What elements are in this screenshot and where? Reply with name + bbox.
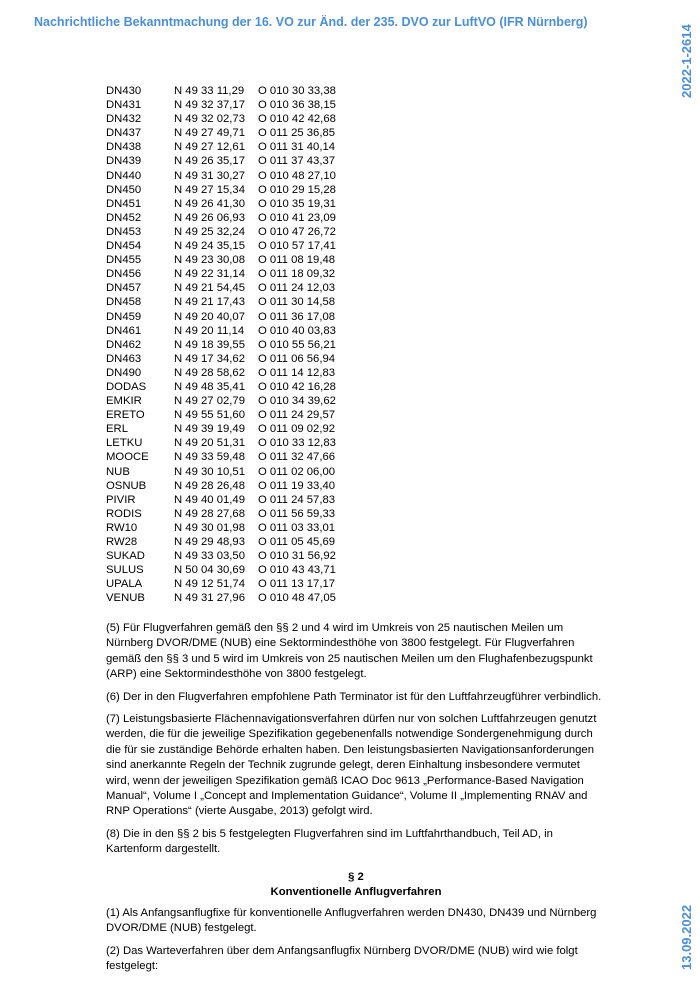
waypoint-name: RODIS [106,507,142,520]
section2-paragraph-1: (1) Als Anfangsanflugfixe für konventionelle Anflugverfahren werden DN430, DN439 und Nürnberg DVOR/DME (NUB) festgelegt. [106,906,597,935]
waypoint-name: OSNUB [106,479,147,492]
paragraph-8: (8) Die in den §§ 2 bis 5 festgelegten Flugverfahren sind im Luftfahrthandbuch, Teil AD, in Kartenform dargestellt. [106,827,553,856]
waypoint-name: EMKIR [106,395,142,408]
waypoint-latitude: N 49 29 48,93 [174,536,245,548]
waypoint-name: SULUS [106,564,144,577]
waypoint-longitude: O 010 31 56,92 [258,550,336,563]
waypoint-longitude: O 011 14 12,83 [258,366,336,379]
waypoint-longitude: O 010 47 26,72 [258,225,336,238]
waypoint-longitude: O 011 08 19,48 [258,254,336,267]
section-title: Konventionelle Anflugverfahren [270,885,442,898]
waypoint-latitude: N 49 20 51,31 [174,437,245,450]
waypoint-name: SUKAD [106,550,145,563]
waypoint-row [106,154,336,168]
waypoint-row [106,408,336,422]
waypoint-longitude: O 011 19 33,40 [258,479,336,492]
waypoint-row [106,324,336,338]
waypoint-name: DN457 [106,282,142,295]
waypoint-row [106,380,336,394]
waypoint-latitude: N 49 28 27,68 [174,507,245,520]
waypoint-name: DN456 [106,268,142,281]
waypoint-longitude: O 011 02 06,00 [258,465,336,478]
paragraph-6: (6) Der in den Flugverfahren empfohlene Path Terminator ist für den Luftfahrzeugführer verbindlich. [106,690,602,703]
waypoint-row [106,422,336,436]
waypoint-name: LETKU [106,437,143,450]
waypoint-longitude: O 010 57 17,41 [258,240,336,253]
waypoint-name: ERETO [106,409,145,422]
waypoint-row [106,211,336,225]
waypoint-row [106,338,336,352]
waypoint-latitude: N 49 27 02,79 [174,395,245,408]
waypoint-row [106,281,336,295]
waypoint-longitude: O 010 36 38,15 [258,99,336,112]
document-date-sidebar [678,890,694,980]
waypoint-name: DN430 [106,85,142,97]
waypoint-latitude: N 49 32 37,17 [174,99,245,112]
waypoint-longitude: O 010 33 12,83 [258,437,336,450]
waypoint-name: DN452 [106,211,142,224]
waypoint-latitude: N 49 20 40,07 [174,310,245,323]
waypoint-name: PIVIR [106,493,136,506]
waypoint-row [106,267,336,281]
waypoint-latitude: N 49 28 26,48 [174,479,245,492]
waypoint-longitude: O 010 48 27,10 [258,169,336,182]
waypoint-latitude: N 49 20 11,14 [174,324,245,337]
waypoint-row [106,183,336,197]
waypoint-longitude: O 010 30 33,38 [258,85,336,97]
waypoint-longitude: O 011 30 14,58 [258,296,336,309]
waypoint-latitude: N 49 33 59,48 [174,451,245,464]
document-date: 13.09.2022 [679,904,694,970]
paragraph-5: (5) Für Flugverfahren gemäß den §§ 2 und 4 wird im Umkreis von 25 nautischen Meilen um Nürnberg DVOR/DME (NUB) eine Sektormindesthöhe von 3800 festgelegt. Für Flugverfahren gemäß den §§ 3 und 5 wird im Umkreis von 25 nautischen Meilen um den Flughafenbezugspunkt (ARP) eine Sektormindesthöhe von 3800 festgelegt. [106,622,593,681]
waypoint-latitude: N 49 25 32,24 [174,225,245,238]
waypoint-longitude: O 011 13 17,17 [258,578,336,591]
waypoint-row [106,493,336,507]
waypoint-row [106,521,336,535]
waypoint-latitude: N 49 40 01,49 [174,493,245,506]
waypoint-latitude: N 49 28 58,62 [174,366,245,379]
waypoint-row [106,112,336,126]
waypoint-latitude: N 49 18 39,55 [174,338,245,351]
waypoint-longitude: O 011 24 12,03 [258,282,336,295]
waypoint-row [106,465,336,479]
waypoint-name: DN437 [106,127,142,140]
waypoint-name: NUB [106,465,130,478]
waypoint-row [106,225,336,239]
waypoint-latitude: N 49 27 15,34 [174,183,245,196]
section2-paragraph-2: (2) Das Warteverfahren über dem Anfangsanflugfix Nürnberg DVOR/DME (NUB) wird wie folgt festgelegt: [106,944,578,972]
waypoint-latitude: N 49 26 41,30 [174,197,245,210]
waypoint-longitude: O 011 36 17,08 [258,310,336,323]
waypoint-latitude: N 49 33 11,29 [174,85,245,97]
waypoint-table-body [106,84,336,605]
waypoint-latitude: N 49 48 35,41 [174,380,245,393]
waypoint-row [106,169,336,183]
waypoint-name: VENUB [106,592,145,605]
waypoint-row [106,479,336,493]
waypoint-name: RW28 [106,536,138,548]
waypoint-row [106,197,336,211]
waypoint-latitude: N 49 31 27,96 [174,592,245,605]
waypoint-latitude: N 49 32 02,73 [174,113,245,126]
waypoint-name: DN440 [106,169,142,182]
waypoint-longitude: O 010 29 15,28 [258,183,336,196]
waypoint-row [106,84,336,98]
waypoint-latitude: N 49 24 35,15 [174,240,245,253]
waypoint-latitude: N 49 27 12,61 [174,141,245,154]
paragraphs-block [106,621,606,981]
waypoint-row [106,549,336,563]
waypoint-latitude: N 49 27 49,71 [174,127,245,140]
waypoint-row [106,98,336,112]
waypoint-name: DN453 [106,225,142,238]
waypoint-row [106,126,336,140]
waypoint-name: ERL [106,423,128,436]
waypoint-longitude: O 011 31 40,14 [258,141,336,154]
waypoint-row [106,577,336,591]
waypoint-row [106,563,336,577]
waypoint-name: DN458 [106,296,142,309]
waypoint-longitude: O 011 37 43,37 [258,155,336,168]
waypoint-longitude: O 011 05 45,69 [258,536,336,548]
waypoint-latitude: N 49 23 30,08 [174,254,245,267]
waypoint-latitude: N 49 39 19,49 [174,423,245,436]
waypoint-latitude: N 49 21 54,45 [174,282,245,295]
waypoint-name: DODAS [106,380,147,393]
waypoint-longitude: O 011 09 02,92 [258,423,336,436]
waypoint-latitude: N 49 22 31,14 [174,268,245,281]
waypoint-row [106,591,336,605]
waypoint-longitude: O 010 34 39,62 [258,395,336,408]
waypoint-name: DN451 [106,197,142,210]
waypoint-coordinates-table [106,84,336,605]
waypoint-latitude: N 49 30 01,98 [174,521,245,534]
waypoint-row [106,450,336,464]
waypoint-longitude: O 011 24 57,83 [258,493,336,506]
waypoint-longitude: O 010 42 16,28 [258,380,336,393]
waypoint-row [106,366,336,380]
waypoint-longitude: O 011 32 47,66 [258,451,336,464]
waypoint-name: DN490 [106,366,142,379]
waypoint-row [106,352,336,366]
waypoint-latitude: N 49 12 51,74 [174,578,245,591]
section-number: § 2 [348,870,364,883]
waypoint-row [106,140,336,154]
waypoint-row [106,394,336,408]
waypoint-name: UPALA [106,578,143,591]
waypoint-name: RW10 [106,521,138,534]
waypoint-name: DN461 [106,324,142,337]
waypoint-name: MOOCE [106,451,149,464]
waypoint-latitude: N 49 55 51,60 [174,409,245,422]
waypoint-row [106,535,336,549]
waypoint-name: DN459 [106,310,142,323]
waypoint-longitude: O 011 18 09,32 [258,268,336,281]
waypoint-latitude: N 49 33 03,50 [174,550,245,563]
waypoint-name: DN450 [106,183,142,196]
waypoint-name: DN462 [106,338,142,351]
waypoint-row [106,253,336,267]
waypoint-longitude: O 011 03 33,01 [258,521,336,534]
waypoint-name: DN455 [106,254,142,267]
waypoint-name: DN439 [106,155,142,168]
document-number: 2022-1-2614 [679,24,694,98]
waypoint-longitude: O 010 48 47,05 [258,592,336,605]
waypoint-longitude: O 010 41 23,09 [258,211,336,224]
waypoint-longitude: O 011 25 36,85 [258,127,336,140]
paragraph-7: (7) Leistungsbasierte Flächennavigationsverfahren dürfen nur von solchen Luftfahrzeugen genutzt werden, die für die jeweilige Spezifikation gegebenenfalls notwendige Sondergenehmigung durch die für sie zuständige Behörde erhalten haben. Den leistungsbasierten Navigationsanforderungen sind anerkannte Regeln der Technik zugrunde gelegt, deren Einhaltung insbesondere vermutet wird, wenn der jeweiligen Spezifikation gemäß ICAO Doc 9613 „Performance-Based Navigation Manual“, Volume I „Concept and Implementation Guidance“, Volume II „Implementing RNAV and RNP Operations“ (vierte Ausgabe, 2013) gefolgt wird. [106,713,597,818]
waypoint-latitude: N 49 17 34,62 [174,352,245,365]
waypoint-row [106,295,336,309]
waypoint-longitude: O 010 35 19,31 [258,197,336,210]
waypoint-longitude: O 010 42 42,68 [258,113,336,126]
waypoint-row [106,310,336,324]
document-number-sidebar [678,24,694,160]
waypoint-name: DN463 [106,352,142,365]
waypoint-name: DN432 [106,113,142,126]
waypoint-latitude: N 49 31 30,27 [174,169,245,182]
waypoint-longitude: O 010 55 56,21 [258,338,336,351]
document-header-title: Nachrichtliche Bekanntmachung der 16. VO zur Änd. der 235. DVO zur LuftVO (IFR Nürnberg) [34,15,588,29]
waypoint-longitude: O 011 24 29,57 [258,409,336,422]
waypoint-latitude: N 50 04 30,69 [174,564,245,577]
waypoint-latitude: N 49 30 10,51 [174,465,245,478]
waypoint-row [106,507,336,521]
waypoint-longitude: O 010 43 43,71 [258,564,336,577]
waypoint-name: DN454 [106,240,142,253]
waypoint-row [106,436,336,450]
waypoint-longitude: O 011 06 56,94 [258,352,336,365]
waypoint-latitude: N 49 26 35,17 [174,155,245,168]
waypoint-latitude: N 49 26 06,93 [174,211,245,224]
waypoint-row [106,239,336,253]
waypoint-longitude: O 010 40 03,83 [258,324,336,337]
waypoint-name: DN438 [106,141,142,154]
waypoint-longitude: O 011 56 59,33 [258,507,336,520]
waypoint-latitude: N 49 21 17,43 [174,296,245,309]
waypoint-name: DN431 [106,99,142,112]
